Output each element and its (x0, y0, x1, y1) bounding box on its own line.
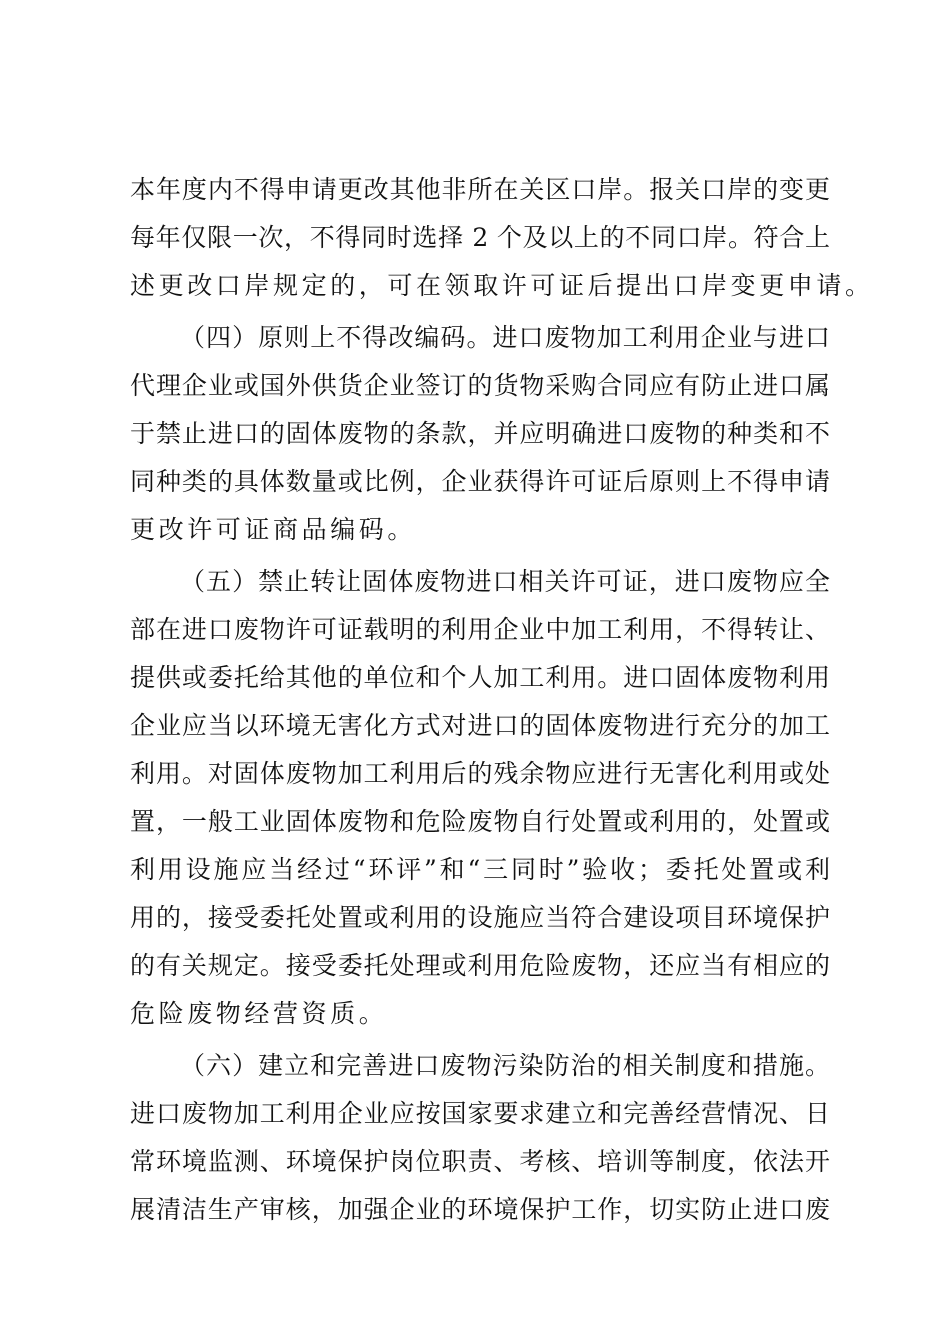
text-line: 危险废物经营资质。 (130, 999, 388, 1028)
text-line: 进口废物加工利用企业应按国家要求建立和完善经营情况、日 (130, 1099, 830, 1128)
text-line: 更改许可证商品编码。 (130, 515, 417, 544)
text-line: 利用。对固体废物加工利用后的残余物应进行无害化利用或处 (130, 759, 830, 788)
text-line: 代理企业或国外供货企业签订的货物采购合同应有防止进口属 (130, 371, 830, 400)
text-line: 同种类的具体数量或比例，企业获得许可证后原则上不得申请 (130, 467, 830, 496)
text-line: 常环境监测、环境保护岗位职责、考核、培训等制度，依法开 (130, 1147, 830, 1176)
text-line: 本年度内不得申请更改其他非所在关区口岸。报关口岸的变更 (130, 175, 830, 204)
text-line: 企业应当以环境无害化方式对进口的固体废物进行充分的加工 (130, 711, 830, 740)
text-line: 用的，接受委托处置或利用的设施应当符合建设项目环境保护 (130, 903, 830, 932)
text-line: 置，一般工业固体废物和危险废物自行处置或利用的，处置或 (130, 807, 830, 836)
paragraph-heading-line: （六）建立和完善进口废物污染防治的相关制度和措施。 (180, 1051, 830, 1080)
text-line: 利用设施应当经过“环评”和“三同时”验收；委托处置或利 (130, 855, 830, 884)
paragraph-heading-line: （五）禁止转让固体废物进口相关许可证，进口废物应全 (180, 567, 830, 596)
paragraph-heading-line: （四）原则上不得改编码。进口废物加工利用企业与进口 (180, 323, 830, 352)
text-line: 提供或委托给其他的单位和个人加工利用。进口固体废物利用 (130, 663, 830, 692)
text-line: 的有关规定。接受委托处理或利用危险废物，还应当有相应的 (130, 951, 830, 980)
text-line: 于禁止进口的固体废物的条款，并应明确进口废物的种类和不 (130, 419, 830, 448)
text-line: 述更改口岸规定的，可在领取许可证后提出口岸变更申请。 (130, 271, 874, 300)
text-line: 每年仅限一次，不得同时选择 2 个及以上的不同口岸。符合上 (130, 223, 830, 252)
text-line: 展清洁生产审核，加强企业的环境保护工作，切实防止进口废 (130, 1195, 830, 1224)
text-line: 部在进口废物许可证载明的利用企业中加工利用，不得转让、 (130, 615, 830, 644)
